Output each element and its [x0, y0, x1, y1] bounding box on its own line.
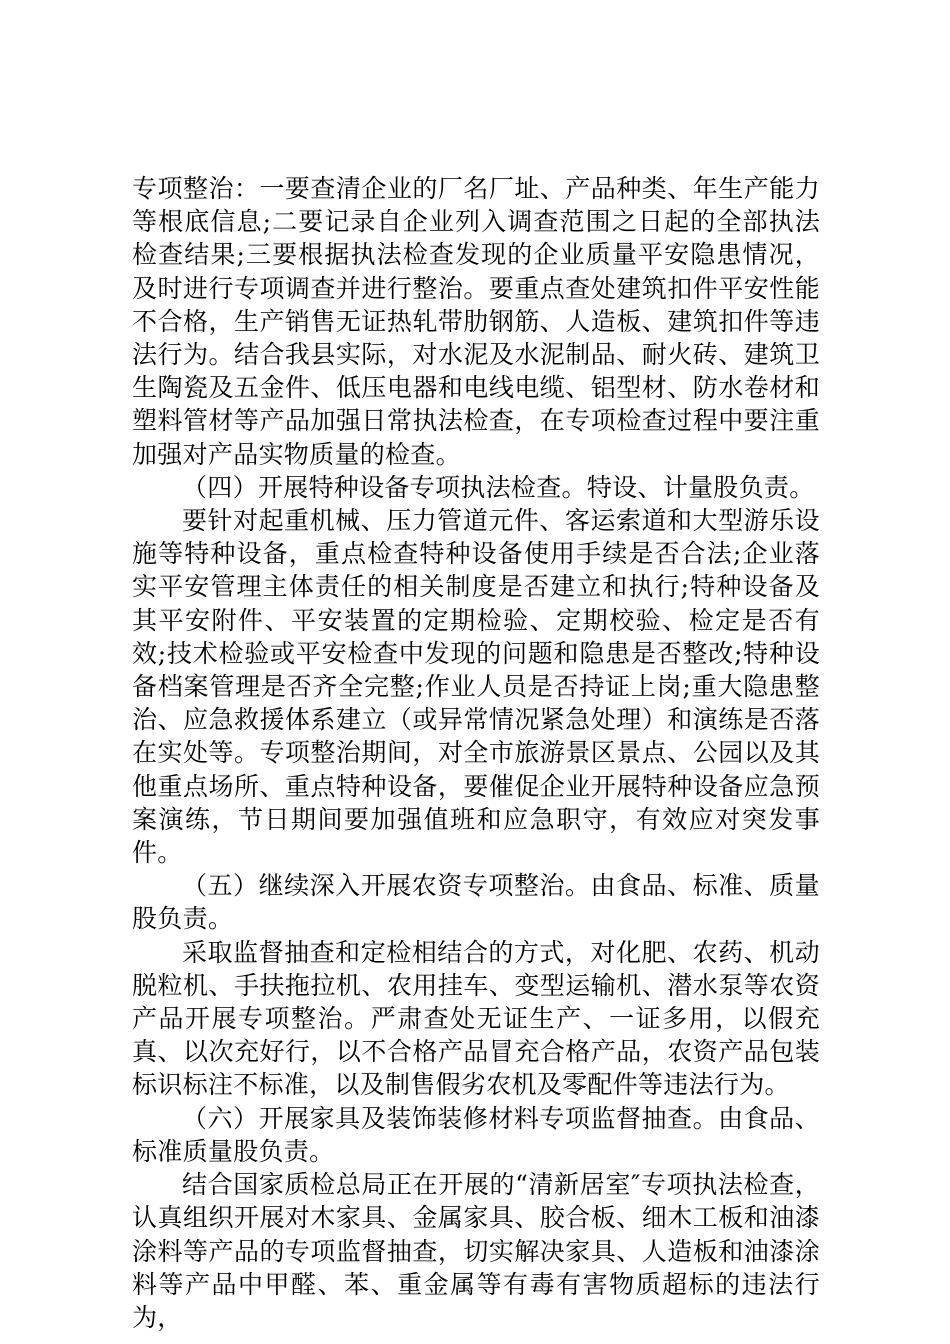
paragraph-special-rectification: 专项整治：一要查清企业的厂名厂址、产品种类、年生产能力等根底信息;二要记录自企业列入调查范围之日起的全部执法检查结果;三要根据执法检查发现的企业质量平安隐患情况，及时进行专项调查并进行整治。要重点查处建筑扣件平安性能不合格，生产销售无证热轧带肋钢筋、人造板、建筑扣件等违法行为。结合我县实际，对水泥及水泥制品、耐火砖、建筑卫生陶瓷及五金件、低压电器和电线电缆、铝型材、防水卷材和塑料管材等产品加强日常执法检查，在专项检查过程中要注重加强对产品实物质量的检查。: [132, 174, 820, 469]
paragraph-special-equipment: 要针对起重机械、压力管道元件、客运索道和大型游乐设施等特种设备，重点检查特种设备使用手续是否合法;企业落实平安管理主体责任的相关制度是否建立和执行;特种设备及其平安附件、平安装置的定期检验、定期校验、检定是否有效;技术检验或平安检查中发现的问题和隐患是否整改;特种设备档案管理是否齐全完整;作业人员是否持证上岗;重大隐患整治、应急救援体系建立（或异常情况紧急处理）和演练是否落在实处等。专项整治期间，对全市旅游景区景点、公园以及其他重点场所、重点特种设备，要催促企业开展特种设备应急预案演练，节日期间要加强值班和应急职守，有效应对突发事件。: [132, 506, 820, 868]
section-heading-5: （五）继续深入开展农资专项整治。由食品、标准、质量股负责。: [132, 871, 820, 934]
section-heading-4: （四）开展特种设备专项执法检查。特设、计量股负责。: [182, 472, 815, 502]
section-heading-6: （六）开展家具及装饰装修材料专项监督抽查。由食品、标准质量股负责。: [132, 1103, 820, 1166]
paragraph-furniture-materials: 结合国家质检总局正在开展的“清新居室″专项执法检查，认真组织开展对木家具、金属家具、胶合板、细木工板和油漆涂料等产品的专项监督抽查，切实解决家具、人造板和油漆涂料等产品中甲醛、苯、重金属等有毒有害物质超标的违法行为，: [132, 1170, 820, 1332]
paragraph-agricultural-inputs: 采取监督抽查和定检相结合的方式，对化肥、农药、机动脱粒机、手扶拖拉机、农用挂车、变型运输机、潜水泵等农资产品开展专项整治。严肃查处无证生产、一证多用，以假充真、以次充好行，以不合格产品冒充合格产品，农资产品包装标识标注不标准，以及制售假劣农机及零配件等违法行为。: [132, 937, 820, 1100]
document-page: [132, 172, 820, 1334]
